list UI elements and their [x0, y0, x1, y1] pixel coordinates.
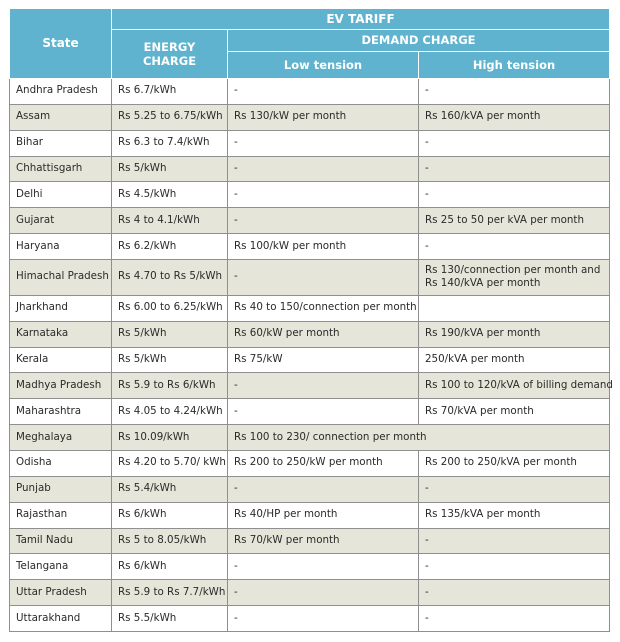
- low-tension-cell: -: [228, 606, 419, 632]
- table-row: [10, 347, 610, 373]
- high-tension-cell: -: [419, 580, 610, 606]
- table-row: [10, 79, 610, 105]
- low-tension-cell: -: [228, 208, 419, 234]
- high-tension-cell: -: [419, 606, 610, 632]
- header-high-tension: High tension: [419, 51, 610, 78]
- high-tension-cell: Rs 160/kVA per month: [419, 104, 610, 130]
- energy-charge-cell: Rs 5.25 to 6.75/kWh: [112, 104, 228, 130]
- high-tension-cell: -: [419, 528, 610, 554]
- energy-charge-cell: Rs 6.7/kWh: [112, 79, 228, 105]
- energy-charge-cell: Rs 4.5/kWh: [112, 182, 228, 208]
- state-cell: Rajasthan: [10, 502, 112, 528]
- low-tension-cell: -: [228, 554, 419, 580]
- state-cell: Gujarat: [10, 208, 112, 234]
- table-row: [10, 580, 610, 606]
- low-tension-cell: -: [228, 130, 419, 156]
- energy-charge-cell: Rs 6.00 to 6.25/kWh: [112, 295, 228, 321]
- state-cell: Andhra Pradesh: [10, 79, 112, 105]
- header-state: State: [10, 9, 112, 79]
- state-cell: Meghalaya: [10, 425, 112, 451]
- header-energy-charge: ENERGY CHARGE: [112, 30, 228, 79]
- table-row: [10, 476, 610, 502]
- table-row: [10, 130, 610, 156]
- state-cell: Jharkhand: [10, 295, 112, 321]
- energy-charge-cell: Rs 6/kWh: [112, 554, 228, 580]
- high-tension-cell: -: [419, 476, 610, 502]
- energy-charge-cell: Rs 6/kWh: [112, 502, 228, 528]
- energy-charge-cell: Rs 5/kWh: [112, 347, 228, 373]
- state-cell: Kerala: [10, 347, 112, 373]
- energy-charge-cell: Rs 5.9 to Rs 7.7/kWh: [112, 580, 228, 606]
- state-cell: Telangana: [10, 554, 112, 580]
- high-tension-cell: Rs 190/kVA per month: [419, 321, 610, 347]
- demand-charge-merged-cell: Rs 100 to 230/ connection per month: [228, 425, 610, 451]
- low-tension-cell: -: [228, 79, 419, 105]
- ev-tariff-table: [9, 8, 613, 632]
- table-row: [10, 606, 610, 632]
- low-tension-cell: -: [228, 259, 419, 295]
- state-cell: Odisha: [10, 450, 112, 476]
- energy-charge-cell: Rs 6.2/kWh: [112, 234, 228, 260]
- energy-charge-cell: Rs 5 to 8.05/kWh: [112, 528, 228, 554]
- low-tension-cell: Rs 40 to 150/connection per month: [228, 295, 419, 321]
- state-cell: Madhya Pradesh: [10, 373, 112, 399]
- high-tension-cell: Rs 200 to 250/kVA per month: [419, 450, 610, 476]
- table-row: [10, 554, 610, 580]
- energy-charge-cell: Rs 4.20 to 5.70/ kWh: [112, 450, 228, 476]
- energy-charge-cell: Rs 6.3 to 7.4/kWh: [112, 130, 228, 156]
- table-row: [10, 399, 610, 425]
- high-tension-cell: -: [419, 130, 610, 156]
- high-tension-cell: Rs 25 to 50 per kVA per month: [419, 208, 610, 234]
- low-tension-cell: Rs 60/kW per month: [228, 321, 419, 347]
- energy-charge-cell: Rs 4 to 4.1/kWh: [112, 208, 228, 234]
- high-tension-cell: [419, 295, 610, 321]
- energy-charge-cell: Rs 10.09/kWh: [112, 425, 228, 451]
- state-cell: Tamil Nadu: [10, 528, 112, 554]
- state-cell: Assam: [10, 104, 112, 130]
- high-tension-cell: -: [419, 79, 610, 105]
- low-tension-cell: -: [228, 580, 419, 606]
- state-cell: Punjab: [10, 476, 112, 502]
- table-row: [10, 321, 610, 347]
- table-row: [10, 259, 610, 295]
- table-row: [10, 104, 610, 130]
- energy-charge-cell: Rs 4.70 to Rs 5/kWh: [112, 259, 228, 295]
- low-tension-cell: -: [228, 399, 419, 425]
- high-tension-cell: -: [419, 182, 610, 208]
- state-cell: Uttar Pradesh: [10, 580, 112, 606]
- table-row: [10, 425, 610, 451]
- header-demand-charge: DEMAND CHARGE: [228, 30, 610, 52]
- low-tension-cell: Rs 200 to 250/kW per month: [228, 450, 419, 476]
- state-cell: Maharashtra: [10, 399, 112, 425]
- high-tension-cell: Rs 135/kVA per month: [419, 502, 610, 528]
- header-low-tension: Low tension: [228, 51, 419, 78]
- high-tension-cell: Rs 100 to 120/kVA of billing demand: [419, 373, 610, 399]
- low-tension-cell: Rs 100/kW per month: [228, 234, 419, 260]
- high-tension-cell: Rs 130/connection per month and Rs 140/kVA per month: [419, 259, 610, 295]
- table-row: [10, 234, 610, 260]
- table-row: [10, 295, 610, 321]
- low-tension-cell: -: [228, 373, 419, 399]
- table-row: [10, 450, 610, 476]
- state-cell: Haryana: [10, 234, 112, 260]
- low-tension-cell: Rs 70/kW per month: [228, 528, 419, 554]
- table-row: [10, 502, 610, 528]
- high-tension-cell: Rs 70/kVA per month: [419, 399, 610, 425]
- state-cell: Delhi: [10, 182, 112, 208]
- energy-charge-cell: Rs 5.4/kWh: [112, 476, 228, 502]
- state-cell: Chhattisgarh: [10, 156, 112, 182]
- state-cell: Uttarakhand: [10, 606, 112, 632]
- energy-charge-cell: Rs 4.05 to 4.24/kWh: [112, 399, 228, 425]
- low-tension-cell: -: [228, 476, 419, 502]
- state-cell: Himachal Pradesh: [10, 259, 112, 295]
- low-tension-cell: -: [228, 156, 419, 182]
- state-cell: Karnataka: [10, 321, 112, 347]
- high-tension-cell: 250/kVA per month: [419, 347, 610, 373]
- energy-charge-cell: Rs 5.5/kWh: [112, 606, 228, 632]
- low-tension-cell: Rs 40/HP per month: [228, 502, 419, 528]
- high-tension-cell: -: [419, 234, 610, 260]
- table-row: [10, 208, 610, 234]
- high-tension-cell: -: [419, 156, 610, 182]
- energy-charge-cell: Rs 5/kWh: [112, 321, 228, 347]
- low-tension-cell: Rs 75/kW: [228, 347, 419, 373]
- table-row: [10, 528, 610, 554]
- header-ev-tariff: EV TARIFF: [112, 9, 610, 30]
- low-tension-cell: -: [228, 182, 419, 208]
- energy-charge-cell: Rs 5.9 to Rs 6/kWh: [112, 373, 228, 399]
- table-row: [10, 182, 610, 208]
- state-cell: Bihar: [10, 130, 112, 156]
- high-tension-cell: -: [419, 554, 610, 580]
- table-row: [10, 156, 610, 182]
- low-tension-cell: Rs 130/kW per month: [228, 104, 419, 130]
- energy-charge-cell: Rs 5/kWh: [112, 156, 228, 182]
- table-row: [10, 373, 610, 399]
